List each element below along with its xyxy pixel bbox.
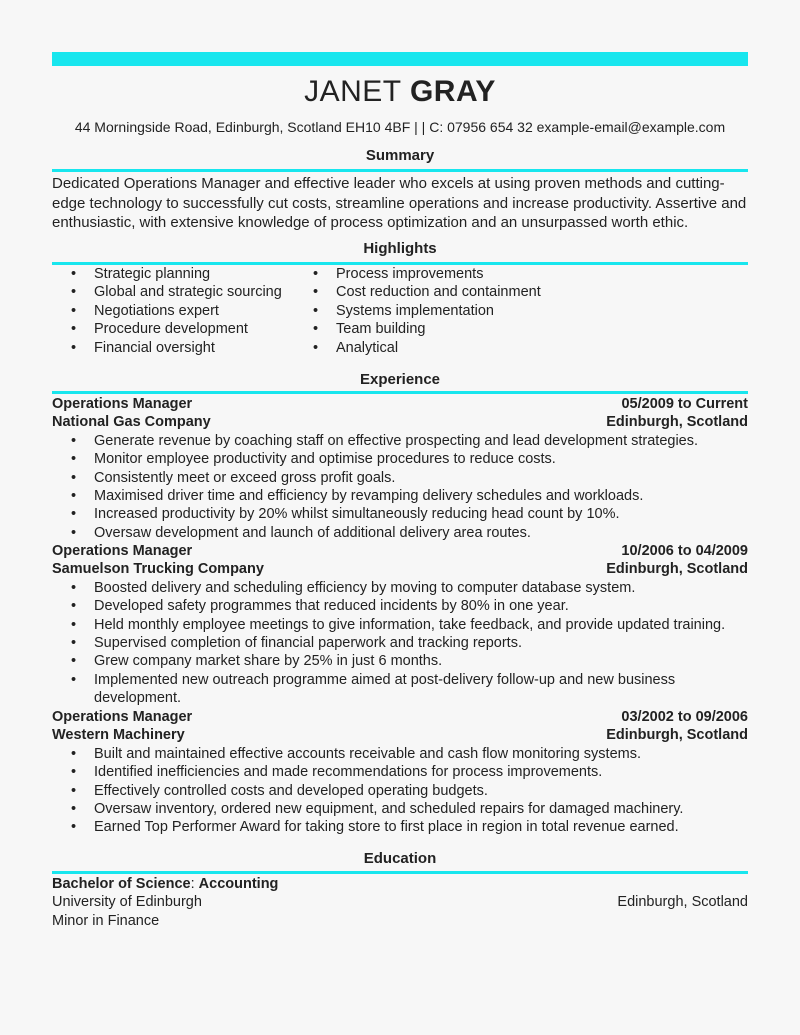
job-bullet: • Held monthly employee meetings to give information, take feedback, and provide updated training. [52,616,748,634]
school-location: Edinburgh, Scotland [617,894,748,911]
highlights-right-list [313,265,541,357]
job-bullet: • Monitor employee productivity and optimise procedures to reduce costs. [52,450,748,468]
highlight-item: • Global and strategic sourcing [71,283,282,301]
job-bullet: • Supervised completion of financial paperwork and tracking reports. [52,634,748,652]
job-bullet: • Oversaw development and launch of additional delivery area routes. [52,524,748,542]
degree-field: Accounting [198,876,279,892]
last-name: GRAY [409,75,496,108]
summary-divider [52,169,748,172]
highlights-left-list [71,265,282,357]
job-bullet: • Increased productivity by 20% whilst simultaneously reducing head count by 10%. [52,505,748,523]
job-bullets [52,579,748,708]
highlight-item: • Cost reduction and containment [313,283,541,301]
job-bullet: • Generate revenue by coaching staff on effective prospecting and lead development strategies. [52,432,748,450]
highlight-item: • Team building [313,320,541,338]
job-dates: 05/2009 to Current [621,396,748,412]
education-entry [52,875,748,930]
highlights-heading: Highlights [363,240,437,257]
job-bullet: • Boosted delivery and scheduling efficiency by moving to computer database system. [52,579,748,597]
job-bullet: • Earned Top Performer Award for taking store to first place in region in total revenue earned. [52,818,748,836]
summary-text: Dedicated Operations Manager and effective leader who excels at using proven methods and cutting-edge technology to successfully cut costs, streamline operations and increase productivity. Assertive and enthusiastic, with extensive knowledge of process optimization and an unsurpassed worth ethic. [52,175,747,231]
job-title: Operations Manager [52,543,193,559]
job-entry [52,708,748,837]
highlight-item: • Procedure development [71,320,282,338]
minor: Minor in Finance [52,912,160,929]
job-title: Operations Manager [52,396,193,412]
degree-name: Bachelor of Science [52,876,191,892]
job-location: Edinburgh, Scotland [606,561,748,578]
experience-divider [52,391,748,394]
company-name: Western Machinery [52,727,185,744]
job-bullets [52,745,748,837]
highlight-item: • Negotiations expert [71,302,282,320]
highlight-item: • Strategic planning [71,265,282,283]
job-bullet: • Maximised driver time and efficiency by revamping delivery schedules and workloads. [52,487,748,505]
job-bullet: • Developed safety programmes that reduced incidents by 80% in one year. [52,597,748,615]
highlight-item: • Financial oversight [71,339,282,357]
job-bullets [52,432,748,542]
accent-bar [52,52,748,66]
job-bullet: • Identified inefficiencies and made recommendations for process improvements. [52,763,748,781]
job-bullet: • Built and maintained effective accounts receivable and cash flow monitoring systems. [52,745,748,763]
job-bullet: • Oversaw inventory, ordered new equipment, and scheduled repairs for damaged machinery. [52,800,748,818]
job-entry [52,542,748,708]
highlight-item: • Process improvements [313,265,541,283]
company-name: National Gas Company [52,414,211,431]
job-location: Edinburgh, Scotland [606,414,748,431]
highlight-item: • Analytical [313,339,541,357]
job-bullet: • Consistently meet or exceed gross profit goals. [52,469,748,487]
summary-heading: Summary [365,147,435,164]
job-dates: 03/2002 to 09/2006 [621,709,748,725]
job-title: Operations Manager [52,709,193,725]
first-name: JANET [304,75,402,108]
degree-separator: : [190,876,199,892]
education-divider [52,871,748,874]
contact-line: 44 Morningside Road, Edinburgh, Scotland EH10 4BF | | C: 07956 654 32 example-email@example.com [74,119,726,135]
company-name: Samuelson Trucking Company [52,561,264,578]
experience-heading: Experience [359,371,441,388]
job-bullet: • Grew company market share by 25% in just 6 months. [52,652,748,670]
candidate-name [0,75,800,109]
job-entry [52,395,748,542]
job-bullet: • Effectively controlled costs and developed operating budgets. [52,782,748,800]
job-bullet: • Implemented new outreach programme aimed at post-delivery follow-up and new business development. [52,671,748,708]
school-name: University of Edinburgh [52,894,202,911]
job-dates: 10/2006 to 04/2009 [621,543,748,559]
education-heading: Education [363,850,437,867]
job-location: Edinburgh, Scotland [606,727,748,744]
highlight-item: • Systems implementation [313,302,541,320]
